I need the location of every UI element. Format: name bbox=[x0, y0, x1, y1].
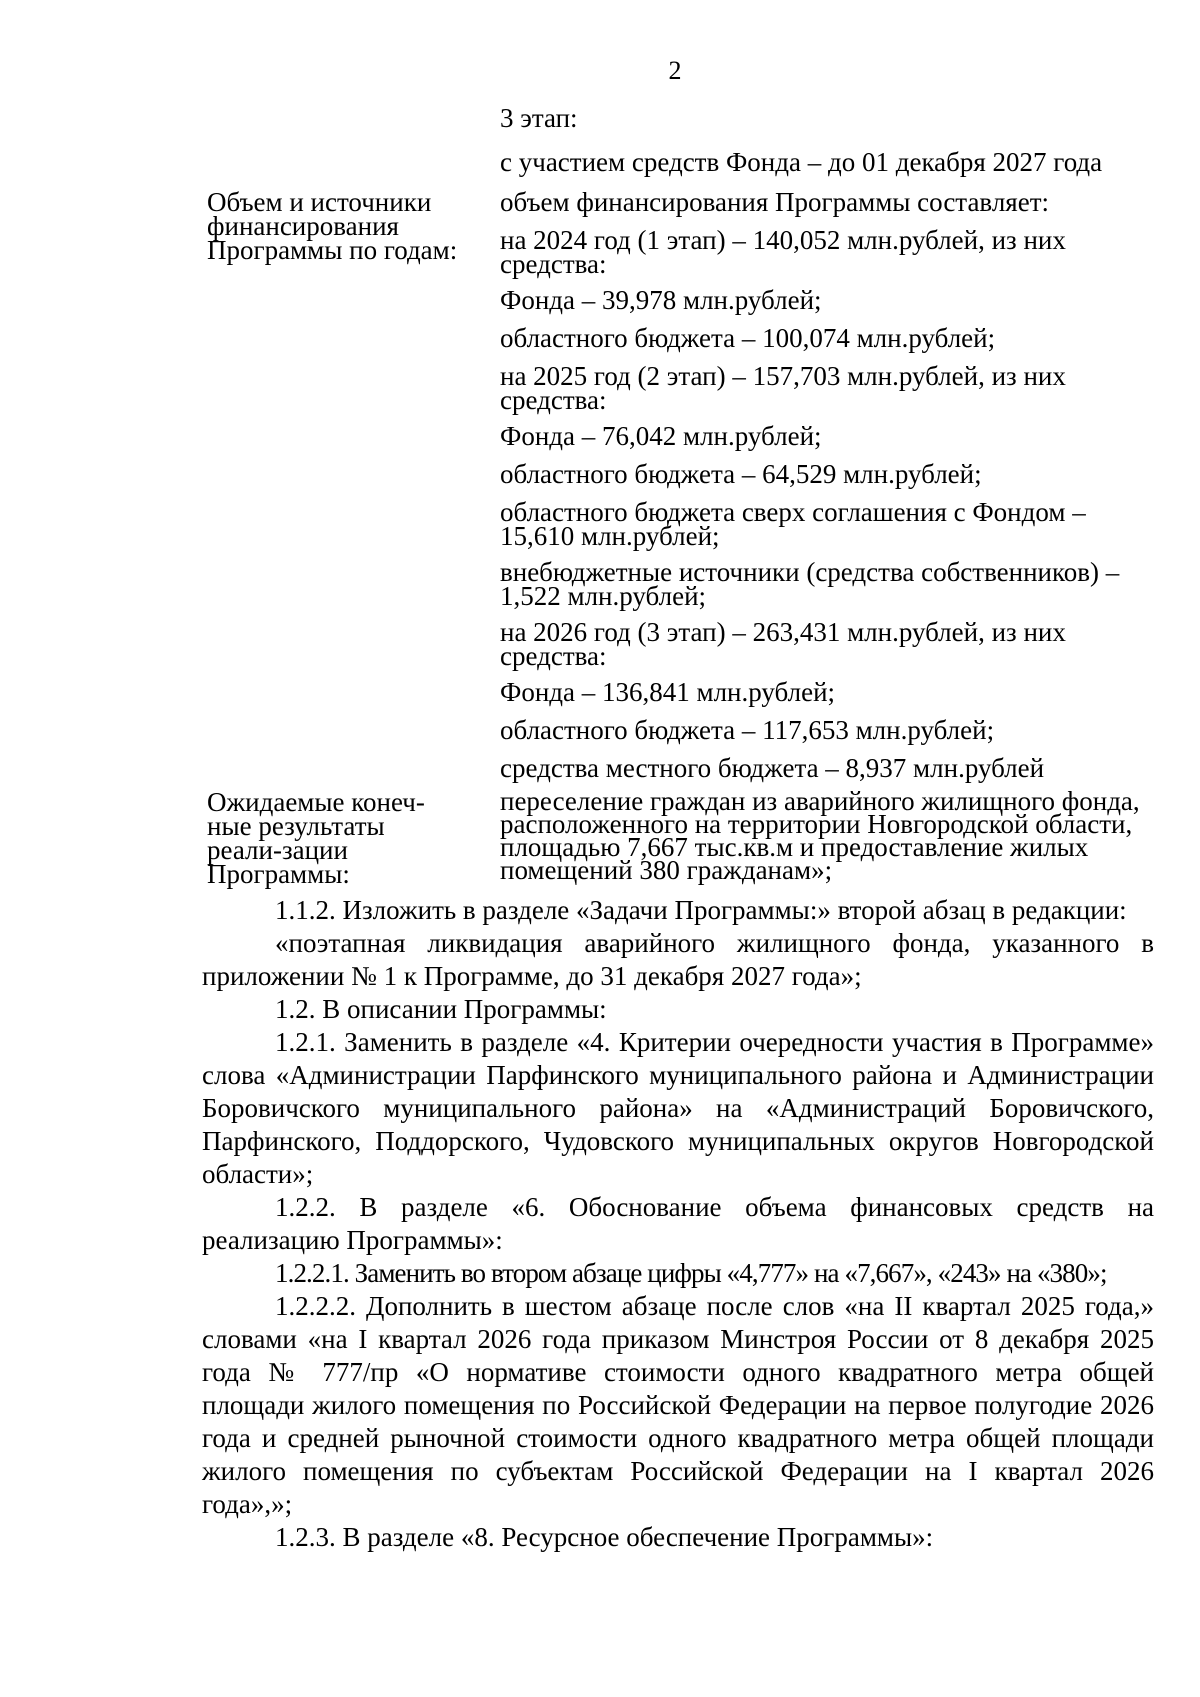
table-line: Фонда – 136,841 млн.рублей; bbox=[500, 677, 836, 707]
paragraph: 1.1.2. Изложить в разделе «Задачи Программы:» второй абзац в редакции: bbox=[275, 895, 1127, 925]
table-label-cell: Объем и источники финансирования Программы по годам: bbox=[207, 187, 458, 265]
document-body bbox=[202, 894, 1154, 1554]
table-line: областного бюджета – 100,074 млн.рублей; bbox=[500, 323, 996, 353]
paragraph: 1.2.2.2. Дополнить в шестом абзаце после слов «на II квартал 2025 года,» словами «на I квартал 2026 года приказом Минстроя России от 8 декабря 2025 года № 777/пр «О нормативе стоимости одного квадратного метра общей площади жилого помещения по Российской Федерации на первое полугодие 2026 года и средней рыночной стоимости одного квадратного метра общей площади жилого помещения по субъектам Российской Федерации на I квартал 2026 года»,»; bbox=[202, 1291, 1154, 1519]
paragraph: 1.2.1. Заменить в разделе «4. Критерии очередности участия в Программе» слова «Администрации Парфинского муниципального района и Администрации Боровичского муниципального района» на «Администраций Боровичского, Парфинского, Поддорского, Чудовского муниципальных округов Новгородской области»; bbox=[202, 1027, 1154, 1189]
table-line: Фонда – 39,978 млн.рублей; bbox=[500, 285, 822, 315]
table-line: Фонда – 76,042 млн.рублей; bbox=[500, 421, 822, 451]
table-line: объем финансирования Программы составляет: bbox=[500, 187, 1049, 217]
table-line: 3 этап: bbox=[500, 103, 578, 133]
table-value-cell bbox=[500, 103, 1140, 188]
paragraph: 1.2.2. В разделе «6. Обоснование объема финансовых средств на реализацию Программы»: bbox=[202, 1192, 1154, 1255]
paragraph: 1.2. В описании Программы: bbox=[275, 994, 607, 1024]
table-line: областного бюджета – 64,529 млн.рублей; bbox=[500, 459, 982, 489]
table-line: на 2025 год (2 этап) – 157,703 млн.рублей, из них средства: bbox=[500, 361, 1066, 415]
table-line: средства местного бюджета – 8,937 млн.рублей bbox=[500, 753, 1045, 783]
table-line: на 2026 год (3 этап) – 263,431 млн.рублей, из них средства: bbox=[500, 617, 1066, 671]
table-value-cell bbox=[500, 786, 1140, 894]
table-line: внебюджетные источники (средства собственников) – 1,522 млн.рублей; bbox=[500, 557, 1120, 611]
table-line: на 2024 год (1 этап) – 140,052 млн.рублей, из них средства: bbox=[500, 225, 1066, 279]
paragraph: «поэтапная ликвидация аварийного жилищного фонда, указанного в приложении № 1 к Программе, до 31 декабря 2027 года»; bbox=[202, 928, 1154, 991]
table-label-cell: Ожидаемые конеч-ные результаты реали-зации Программы: bbox=[207, 787, 425, 889]
paragraph: 1.2.3. В разделе «8. Ресурсное обеспечение Программы»: bbox=[275, 1522, 934, 1552]
table-line: с участием средств Фонда – до 01 декабря 2027 года bbox=[500, 147, 1103, 177]
table-line: областного бюджета – 117,653 млн.рублей; bbox=[500, 715, 995, 745]
table-value-cell bbox=[500, 187, 1140, 794]
paragraph: 1.2.2.1. Заменить во втором абзаце цифры «4,777» на «7,667», «243» на «380»; bbox=[275, 1258, 1107, 1288]
table-line: областного бюджета сверх соглашения с Фондом – 15,610 млн.рублей; bbox=[500, 497, 1086, 551]
page-number: 2 bbox=[668, 56, 682, 85]
table-line: переселение граждан из аварийного жилищного фонда, расположенного на территории Новгородской области, площадью 7,667 тыс.кв.м и предоставление жилых помещений 380 гражданам»; bbox=[500, 786, 1140, 885]
